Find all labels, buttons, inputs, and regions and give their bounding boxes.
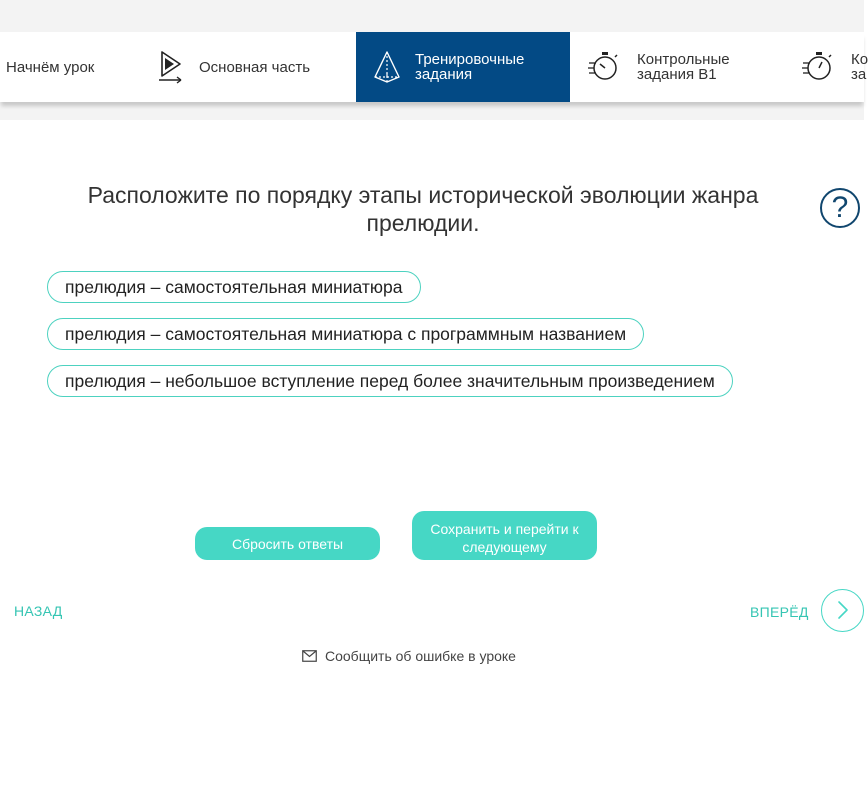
nav-item-start[interactable] — [0, 32, 156, 102]
nav-item-main[interactable] — [150, 32, 356, 102]
nav-item-label-line2: задания В1 — [637, 66, 717, 83]
top-band — [0, 0, 864, 32]
save-next-label-line1: Сохранить и перейти к — [430, 521, 579, 537]
nav-item-label-line1: Ко — [851, 51, 868, 68]
nav-item-label-line2: за — [851, 66, 867, 83]
reset-answers-label: Сбросить ответы — [231, 536, 344, 552]
pyramid-icon — [372, 49, 402, 85]
help-button[interactable]: ? — [820, 188, 860, 228]
nav-item-control[interactable] — [570, 32, 784, 102]
save-next-label-line2: следующему — [462, 539, 547, 555]
nav-item-label-line2: задания — [415, 66, 473, 83]
sortable-option[interactable]: прелюдия – самостоятельная миниатюра — [47, 271, 421, 303]
sortable-option[interactable]: прелюдия – небольшое вступление перед более значительным произведением — [47, 365, 733, 397]
next-link[interactable]: ВПЕРЁД — [750, 604, 809, 620]
nav-item-label: Основная часть — [199, 58, 311, 76]
stopwatch-icon — [588, 49, 618, 85]
question-text: Расположите по порядку этапы исторической эволюции жанра прелюдии. — [87, 182, 759, 236]
report-error-label: Сообщить об ошибке в уроке — [325, 648, 516, 664]
lesson-nav — [0, 32, 868, 102]
stopwatch-icon — [802, 49, 832, 85]
reset-answers-button[interactable] — [195, 527, 380, 560]
nav-item-control-2[interactable] — [784, 32, 868, 102]
nav-item-label-line1: Контрольные — [637, 51, 730, 68]
report-error-link[interactable] — [302, 648, 516, 664]
nav-item-training[interactable] — [356, 32, 570, 102]
envelope-icon — [302, 650, 317, 662]
nav-item-label: Начнём урок — [6, 58, 95, 76]
chevron-right-icon — [822, 590, 862, 630]
nav-item-label-line1: Тренировочные — [415, 51, 525, 68]
save-next-button[interactable] — [412, 511, 597, 560]
nav-shadow-band — [0, 102, 864, 120]
sortable-option[interactable]: прелюдия – самостоятельная миниатюра с программным названием — [47, 318, 644, 350]
back-link[interactable]: НАЗАД — [14, 603, 63, 619]
next-arrow-button[interactable] — [821, 589, 864, 632]
play-icon — [158, 49, 188, 85]
